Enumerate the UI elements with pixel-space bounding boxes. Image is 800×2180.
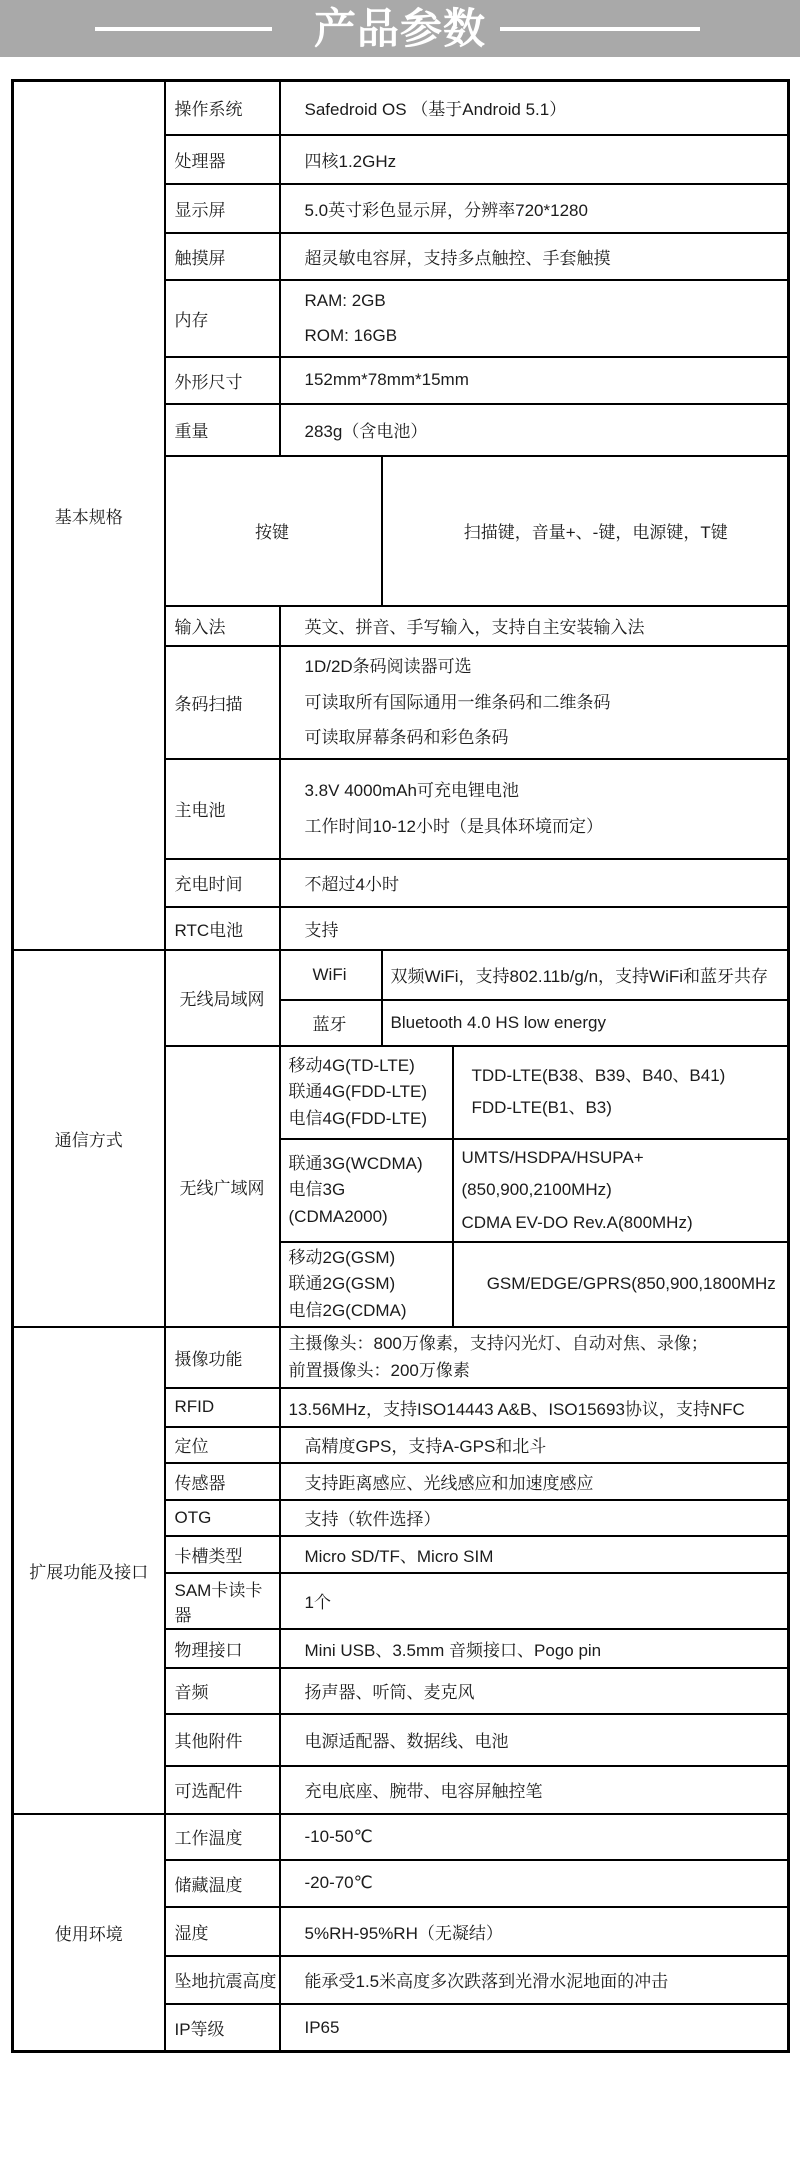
row-value-line: 可读取所有国际通用一维条码和二维条码 [304,692,611,712]
row-value: 不超过4小时 [280,859,789,907]
row-value-line: 3.8V 4000mAh可充电锂电池 [304,781,519,801]
title-rule-right [500,27,700,31]
row-label: 显示屏 [165,184,280,233]
section-category: 通信方式 [13,950,165,1327]
row-value: 支持（软件选择） [280,1500,789,1536]
table-row [13,81,789,135]
section-category: 扩展功能及接口 [13,1327,165,1814]
row-label-line: 联通4G(FDD-LTE) [288,1082,428,1102]
section-category: 基本规格 [13,81,165,950]
row-value: -20-70℃ [280,1860,789,1907]
row-value: Bluetooth 4.0 HS low energy [382,1000,789,1046]
row-label: 可选配件 [165,1766,280,1814]
row-value [453,1046,789,1139]
row-value: 1个 [280,1573,789,1629]
row-value: 5%RH-95%RH（无凝结） [280,1907,789,1956]
row-value [280,759,789,859]
table-row [13,1814,789,1860]
row-value: 13.56MHz，支持ISO14443 A&B、ISO15693协议，支持NFC [280,1388,789,1427]
row-value [280,1327,789,1388]
row-label: 充电时间 [165,859,280,907]
row-label: 按键 [165,456,382,606]
row-label: 输入法 [165,606,280,646]
row-value-line: RAM: 2GB [304,290,386,310]
row-label-line: 电信3G [288,1180,346,1200]
row-label [280,1046,453,1139]
row-label: 内存 [165,280,280,357]
row-label: 湿度 [165,1907,280,1956]
row-label [280,1242,453,1327]
row-label-line: 移动2G(GSM) [288,1247,396,1267]
table-row [13,950,789,1000]
spec-table [11,79,790,2053]
row-label: 摄像功能 [165,1327,280,1388]
row-value: 能承受1.5米高度多次跌落到光滑水泥地面的冲击 [280,1956,789,2004]
row-label: 坠地抗震高度 [165,1956,280,2004]
row-value-line: 主摄像头：800万像素，支持闪光灯、自动对焦、录像； [288,1333,708,1353]
row-value-line: UMTS/HSDPA/HSUPA+(850,900,2100MHz) [461,1147,644,1200]
row-value: IP65 [280,2004,789,2052]
title-rule-left [95,27,272,31]
row-label: 蓝牙 [280,1000,382,1046]
row-label [280,1139,453,1242]
subgroup-label: 无线广域网 [165,1046,280,1327]
row-value: 电源适配器、数据线、电池 [280,1714,789,1766]
row-value-line: 可读取屏幕条码和彩色条码 [304,728,509,748]
row-value: Safedroid OS （基于Android 5.1） [280,81,789,135]
row-label: 重量 [165,404,280,456]
row-label: WiFi [280,950,382,1000]
row-label: 传感器 [165,1463,280,1500]
row-value-line: FDD-LTE(B1、B3) [471,1098,612,1118]
row-label: 储藏温度 [165,1860,280,1907]
row-label: 工作温度 [165,1814,280,1860]
section-category: 使用环境 [13,1814,165,2052]
page-title: 产品参数 [313,4,486,52]
row-value-line: CDMA EV-DO Rev.A(800MHz) [461,1212,693,1232]
row-value: 283g（含电池） [280,404,789,456]
row-value: 支持距离感应、光线感应和加速度感应 [280,1463,789,1500]
row-label-line: (CDMA2000) [288,1206,388,1226]
row-value: -10-50℃ [280,1814,789,1860]
row-value: Micro SD/TF、Micro SIM [280,1536,789,1573]
row-label: 定位 [165,1427,280,1463]
row-value: GSM/EDGE/GPRS(850,900,1800MHz [453,1242,789,1327]
row-label: OTG [165,1500,280,1536]
row-value-line: 工作时间10-12小时（是具体环境而定） [304,816,603,836]
row-label-line: 电信2G(CDMA) [288,1300,407,1320]
row-value: 双频WiFi，支持802.11b/g/n，支持WiFi和蓝牙共存 [382,950,789,1000]
row-label: 音频 [165,1668,280,1714]
row-label: 外形尺寸 [165,357,280,404]
row-label: SAM卡读卡器 [165,1573,280,1629]
row-value: 英文、拼音、手写输入，支持自主安装输入法 [280,606,789,646]
row-label: 卡槽类型 [165,1536,280,1573]
row-value [280,646,789,759]
row-label: 物理接口 [165,1629,280,1668]
row-value: Mini USB、3.5mm 音频接口、Pogo pin [280,1629,789,1668]
row-label: IP等级 [165,2004,280,2052]
row-value: 四核1.2GHz [280,135,789,184]
row-label: RTC电池 [165,907,280,950]
row-value: 152mm*78mm*15mm [280,357,789,404]
row-value-line: ROM: 16GB [304,326,398,346]
row-value-line: TDD-LTE(B38、B39、B40、B41) [471,1066,726,1086]
row-value [280,280,789,357]
row-label: RFID [165,1388,280,1427]
title-bar [0,0,800,57]
row-label-line: 移动4G(TD-LTE) [288,1055,415,1075]
row-value: 扬声器、听筒、麦克风 [280,1668,789,1714]
row-label: 触摸屏 [165,233,280,280]
row-value: 超灵敏电容屏，支持多点触控、手套触摸 [280,233,789,280]
row-label: 操作系统 [165,81,280,135]
row-label: 条码扫描 [165,646,280,759]
row-label-line: 联通3G(WCDMA) [288,1153,423,1173]
row-value [453,1139,789,1242]
table-row [13,1327,789,1388]
row-label: 处理器 [165,135,280,184]
row-label: 其他附件 [165,1714,280,1766]
row-label-line: 电信4G(FDD-LTE) [288,1108,428,1128]
subgroup-label: 无线局域网 [165,950,280,1046]
row-value-line: 前置摄像头：200万像素 [288,1361,470,1381]
row-value: 5.0英寸彩色显示屏，分辨率720*1280 [280,184,789,233]
row-label: 主电池 [165,759,280,859]
row-label-line: 联通2G(GSM) [288,1274,396,1294]
row-value: 支持 [280,907,789,950]
row-value: 高精度GPS，支持A-GPS和北斗 [280,1427,789,1463]
row-value: 扫描键，音量+、-键，电源键，T键 [382,456,789,606]
row-value: 充电底座、腕带、电容屏触控笔 [280,1766,789,1814]
row-value-line: 1D/2D条码阅读器可选 [304,656,472,676]
